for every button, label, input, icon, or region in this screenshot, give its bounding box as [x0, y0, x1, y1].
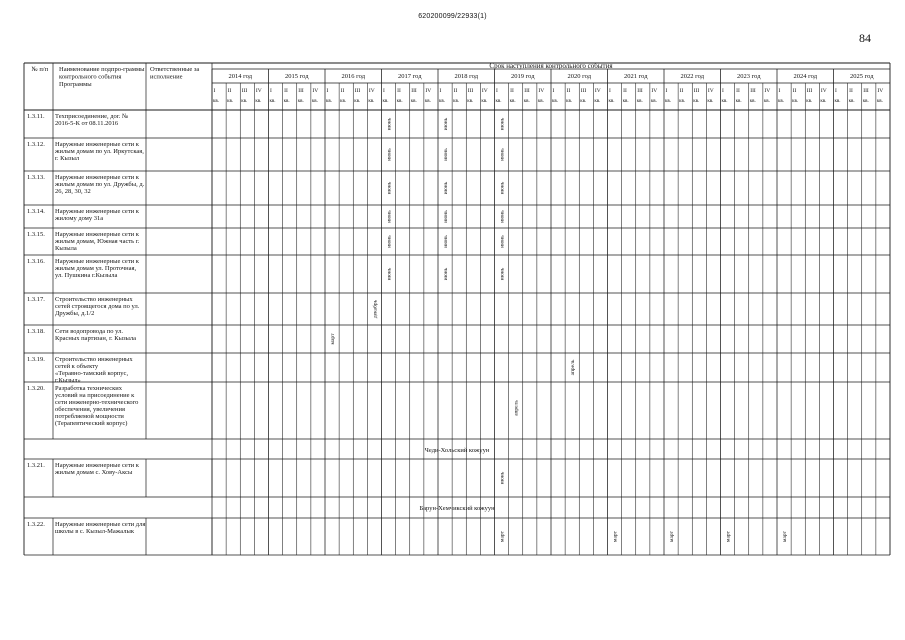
quarter-suffix: кв.: [481, 99, 488, 104]
quarter-label: IV: [255, 88, 262, 94]
quarter-suffix: кв.: [523, 99, 530, 104]
quarter-label: III: [241, 88, 248, 94]
quarter-suffix: кв.: [509, 99, 516, 104]
quarter-suffix: кв.: [763, 99, 770, 104]
row-number: 1.3.19.: [27, 356, 45, 363]
row-number: 1.3.20.: [27, 385, 45, 392]
month-mark: март: [782, 531, 789, 542]
month-mark: июнь: [386, 267, 393, 281]
header-term: Срок наступления контрольного события: [489, 62, 613, 70]
row-name: Наружные инженерные сети к жилым домам, Южная часть г. Кызыла: [55, 231, 140, 252]
quarter-suffix: кв.: [495, 99, 502, 104]
quarter-label: III: [354, 88, 361, 94]
quarter-suffix: кв.: [622, 99, 629, 104]
quarter-suffix: кв.: [453, 99, 460, 104]
quarter-label: IV: [877, 88, 884, 94]
quarter-suffix: кв.: [326, 99, 333, 104]
row-number: 1.3.11.: [27, 113, 45, 120]
row-name: Строительство инженерных сетей строящегося дома по ул. Дружбы, д.1/2: [55, 296, 140, 317]
quarter-suffix: кв.: [467, 99, 474, 104]
quarter-label: I: [835, 88, 837, 94]
quarter-suffix: кв.: [537, 99, 544, 104]
year-label: 2015 год: [285, 73, 309, 80]
quarter-suffix: кв.: [848, 99, 855, 104]
month-mark: март: [725, 531, 732, 542]
quarter-suffix: кв.: [340, 99, 347, 104]
quarter-suffix: кв.: [580, 99, 587, 104]
quarter-label: III: [806, 88, 813, 94]
quarter-label: II: [792, 88, 797, 94]
quarter-suffix: кв.: [297, 99, 304, 104]
quarter-label: III: [411, 88, 417, 94]
quarter-label: IV: [425, 88, 432, 94]
month-mark: июнь: [499, 181, 506, 195]
quarter-suffix: кв.: [721, 99, 728, 104]
header-resp: Ответственные за исполнение: [150, 66, 200, 81]
year-label: 2016 год: [341, 73, 365, 80]
month-mark: июнь: [386, 148, 393, 161]
quarter-suffix: кв.: [552, 99, 559, 104]
month-mark: июнь: [499, 210, 506, 223]
row-name: Наружные инженерные сети для школы в с. Кызыл-Мажалык: [55, 521, 146, 535]
quarter-suffix: кв.: [255, 99, 262, 104]
row-name: Техприсоединение, дог. № 2016-5-К от 08.11.2016: [55, 113, 129, 127]
quarter-label: I: [439, 88, 442, 94]
quarter-label: II: [679, 88, 684, 94]
quarter-label: I: [270, 88, 272, 94]
section-label: Чеди-Хольский кожуун: [424, 447, 490, 454]
quarter-suffix: кв.: [269, 99, 276, 104]
year-label: 2023 год: [737, 73, 761, 80]
row-number: 1.3.18.: [27, 328, 45, 335]
header-name: Наименование подпро-граммы контрольного события Программы: [59, 66, 145, 88]
quarter-suffix: кв.: [410, 99, 417, 104]
month-mark: июнь: [499, 267, 506, 281]
quarter-label: IV: [651, 88, 658, 94]
quarter-suffix: кв.: [650, 99, 657, 104]
quarter-label: III: [298, 88, 304, 94]
quarter-suffix: кв.: [227, 99, 234, 104]
quarter-suffix: кв.: [707, 99, 714, 104]
quarter-label: I: [722, 88, 724, 94]
quarter-label: III: [580, 88, 587, 94]
quarter-label: II: [397, 88, 401, 94]
quarter-suffix: кв.: [354, 99, 361, 104]
year-label: 2021 год: [624, 73, 648, 80]
quarter-label: I: [213, 88, 216, 94]
quarter-suffix: кв.: [439, 99, 446, 104]
quarter-suffix: кв.: [594, 99, 601, 104]
quarter-label: IV: [481, 88, 488, 94]
month-mark: апрель: [570, 359, 577, 376]
quarter-label: IV: [820, 88, 827, 94]
quarter-label: IV: [594, 88, 601, 94]
page-number: 84: [859, 31, 871, 45]
quarter-label: III: [693, 88, 700, 94]
quarter-label: II: [566, 88, 571, 94]
quarter-suffix: кв.: [735, 99, 742, 104]
quarter-suffix: кв.: [679, 99, 686, 104]
quarter-label: III: [750, 88, 756, 94]
month-mark: декабрь: [372, 299, 379, 319]
row-name: Наружные инженерные сети к жилому дому 31а: [55, 208, 139, 222]
row-number: 1.3.14.: [27, 208, 45, 215]
row-name: Сети водопровода по ул. Красных партизан, г. Кызыла: [55, 328, 137, 342]
quarter-suffix: кв.: [806, 99, 813, 104]
quarter-label: IV: [312, 88, 319, 94]
quarter-suffix: кв.: [213, 99, 220, 104]
month-mark: июнь: [499, 471, 506, 485]
quarter-suffix: кв.: [792, 99, 799, 104]
quarter-suffix: кв.: [241, 99, 248, 104]
quarter-label: I: [609, 88, 611, 94]
quarter-label: II: [510, 88, 514, 94]
row-number: 1.3.21.: [27, 462, 45, 469]
quarter-label: III: [524, 88, 530, 94]
year-label: 2025 год: [850, 73, 874, 80]
month-mark: июнь: [499, 117, 506, 131]
quarter-suffix: кв.: [566, 99, 573, 104]
year-label: 2019 год: [511, 73, 535, 80]
quarter-suffix: кв.: [778, 99, 785, 104]
quarter-suffix: кв.: [608, 99, 615, 104]
row-name: Наружные инженерные сети к жилым домам с. Хову-Аксы: [55, 462, 139, 476]
quarter-suffix: кв.: [396, 99, 403, 104]
month-mark: июнь: [386, 181, 393, 195]
row-name: Наружные инженерные сети к жилым домам по ул. Иркутская, г. Кызыл: [55, 141, 144, 162]
row-number: 1.3.16.: [27, 258, 45, 265]
year-label: 2024 год: [793, 73, 817, 80]
row-number: 1.3.15.: [27, 231, 45, 238]
header-num: № п/п: [31, 66, 49, 73]
quarter-label: II: [849, 88, 853, 94]
month-mark: июнь: [443, 148, 450, 161]
month-mark: июнь: [499, 235, 506, 248]
quarter-suffix: кв.: [424, 99, 431, 104]
month-mark: июнь: [499, 148, 506, 161]
quarter-label: II: [736, 88, 740, 94]
row-name: Разработка технических условий на присоединение к сети инженерно-технического обеспечения, увеличения потребляемой мощности (Терапевтический корпус): [55, 385, 139, 427]
quarter-label: I: [383, 88, 385, 94]
quarter-suffix: кв.: [862, 99, 869, 104]
month-mark: июнь: [386, 210, 393, 223]
quarter-suffix: кв.: [636, 99, 643, 104]
quarter-label: IV: [707, 88, 714, 94]
quarter-suffix: кв.: [876, 99, 883, 104]
document-id: 620200099/22933(1): [418, 13, 487, 20]
year-label: 2017 год: [398, 73, 422, 80]
quarter-label: II: [623, 88, 627, 94]
month-mark: июнь: [443, 210, 450, 223]
quarter-label: I: [665, 88, 668, 94]
quarter-label: II: [284, 88, 288, 94]
row-number: 1.3.12.: [27, 141, 45, 148]
quarter-label: I: [326, 88, 329, 94]
quarter-label: IV: [764, 88, 771, 94]
quarter-suffix: кв.: [820, 99, 827, 104]
row-name: Наружные инженерные сети к жилым домам ул. Проточная, ул. Пушкина г.Кызыла: [55, 258, 139, 279]
month-mark: март: [612, 531, 619, 542]
quarter-label: II: [340, 88, 345, 94]
row-number: 1.3.22.: [27, 521, 45, 528]
quarter-suffix: кв.: [834, 99, 841, 104]
quarter-label: I: [552, 88, 555, 94]
year-label: 2014 год: [228, 73, 252, 80]
year-label: 2022 год: [680, 73, 704, 80]
month-mark: март: [499, 531, 506, 542]
year-label: 2018 год: [454, 73, 478, 80]
month-mark: июнь: [443, 181, 450, 195]
month-mark: июнь: [386, 117, 393, 131]
quarter-label: II: [453, 88, 458, 94]
quarter-suffix: кв.: [368, 99, 375, 104]
row-name: Наружные инженерные сети к жилым домам по ул. Дружбы, д. 26, 28, 30, 32: [55, 174, 145, 195]
month-mark: март: [330, 333, 337, 345]
quarter-label: III: [863, 88, 869, 94]
quarter-suffix: кв.: [749, 99, 756, 104]
quarter-label: I: [496, 88, 498, 94]
quarter-label: IV: [538, 88, 545, 94]
month-mark: июнь: [443, 267, 450, 281]
quarter-suffix: кв.: [693, 99, 700, 104]
quarter-label: IV: [368, 88, 375, 94]
quarter-suffix: кв.: [665, 99, 672, 104]
row-number: 1.3.17.: [27, 296, 45, 303]
month-mark: июнь: [443, 235, 450, 248]
month-mark: март: [669, 531, 676, 542]
month-mark: июнь: [443, 117, 450, 131]
year-label: 2020 год: [567, 73, 591, 80]
month-mark: июнь: [386, 235, 393, 248]
row-name: Строительство инженерных сетей к объекту «Теравно-тамский корпус, г.Кызыл»: [55, 356, 133, 384]
month-mark: апрель: [513, 400, 520, 416]
quarter-label: I: [778, 88, 781, 94]
quarter-suffix: кв.: [283, 99, 290, 104]
quarter-label: III: [637, 88, 643, 94]
quarter-suffix: кв.: [382, 99, 389, 104]
section-label: Барун-Хемчикский кожуун: [419, 505, 495, 512]
quarter-label: II: [227, 88, 232, 94]
quarter-label: III: [467, 88, 474, 94]
row-number: 1.3.13.: [27, 174, 45, 181]
quarter-suffix: кв.: [311, 99, 318, 104]
